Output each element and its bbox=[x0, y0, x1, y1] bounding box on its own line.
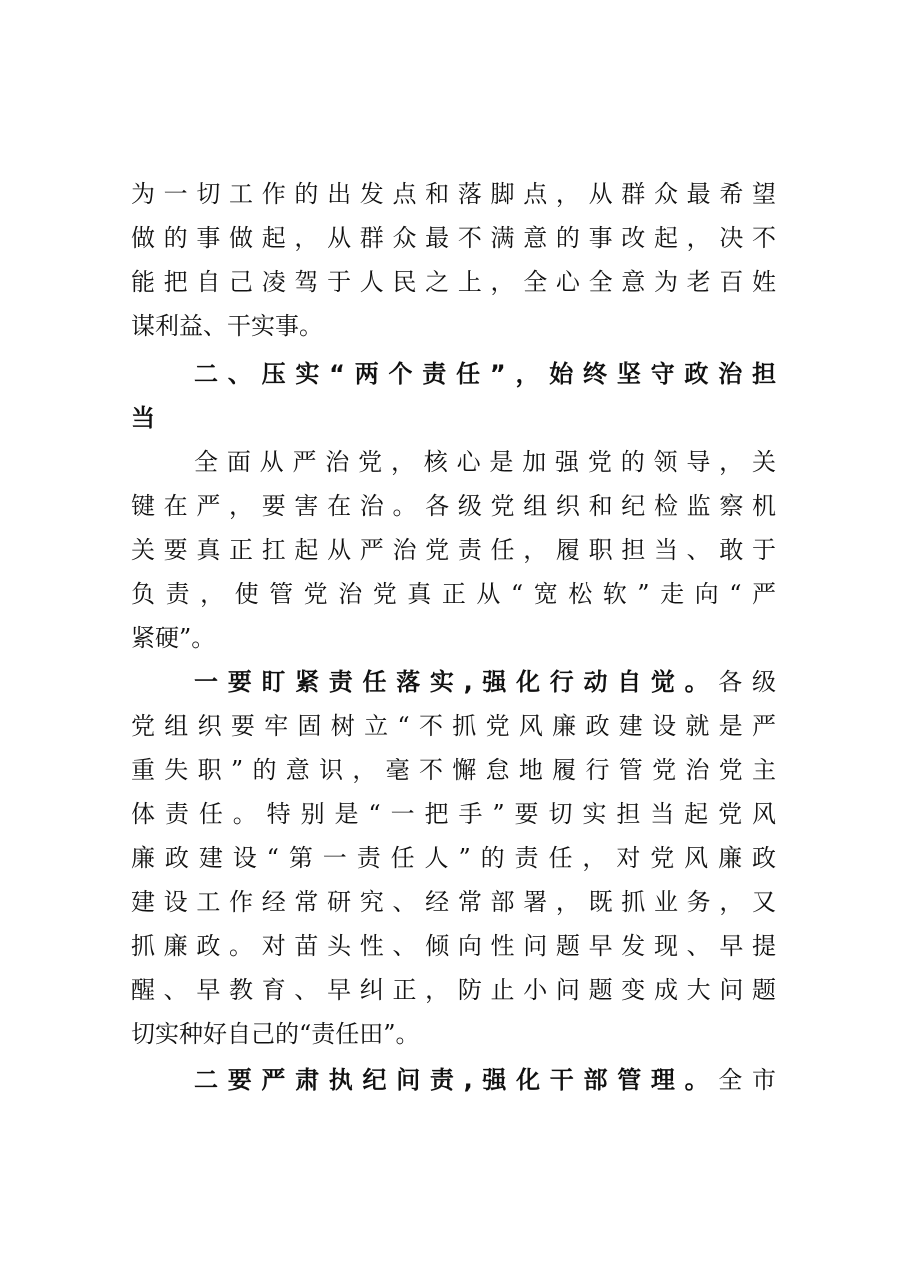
text-line: 建设工作经常研究、经常部署，既抓业务，又 bbox=[131, 888, 776, 916]
text-line: 体责任。特别是“一把手”要切实担当起党风 bbox=[131, 800, 776, 828]
text-line: 为一切工作的出发点和落脚点，从群众最希望 bbox=[131, 180, 776, 208]
text-line: 党组织要牢固树立“不抓党风廉政建设就是严 bbox=[131, 712, 776, 740]
section-heading: 二、压实“两个责任”，始终坚守政治担 bbox=[194, 360, 776, 388]
text-line: 关要真正扛起从严治党责任，履职担当、敢于 bbox=[131, 536, 776, 564]
text-line: 键在严，要害在治。各级党组织和纪检监察机 bbox=[131, 492, 776, 520]
text-run: 各级 bbox=[718, 668, 776, 696]
text-line: 切实种好自己的“责任田”。 bbox=[131, 1020, 420, 1048]
text-line: 做的事做起，从群众最不满意的事改起，决不 bbox=[131, 224, 776, 252]
point-line bbox=[194, 660, 776, 704]
text-run: 全市 bbox=[718, 1066, 776, 1094]
point-line bbox=[194, 1058, 776, 1102]
text-line: 抓廉政。对苗头性、倾向性问题早发现、早提 bbox=[131, 932, 776, 960]
text-line: 醒、早教育、早纠正，防止小问题变成大问题 bbox=[131, 976, 776, 1004]
text-line: 全面从严治党，核心是加强党的领导，关 bbox=[194, 448, 776, 476]
text-line: 能把自己凌驾于人民之上，全心全意为老百姓 bbox=[131, 268, 776, 296]
text-line: 谋利益、干实事。 bbox=[131, 312, 323, 340]
text-line: 负责，使管党治党真正从“宽松软”走向“严 bbox=[131, 580, 776, 608]
text-line: 紧硬”。 bbox=[131, 624, 216, 652]
bold-lead: 一要盯紧责任落实,强化行动自觉。 bbox=[194, 668, 719, 696]
bold-lead: 二要严肃执纪问责,强化干部管理。 bbox=[194, 1066, 719, 1094]
text-line: 重失职”的意识，毫不懈怠地履行管党治党主 bbox=[131, 756, 776, 784]
section-heading-cont: 当 bbox=[131, 404, 155, 432]
text-line: 廉政建设“第一责任人”的责任，对党风廉政 bbox=[131, 844, 776, 872]
